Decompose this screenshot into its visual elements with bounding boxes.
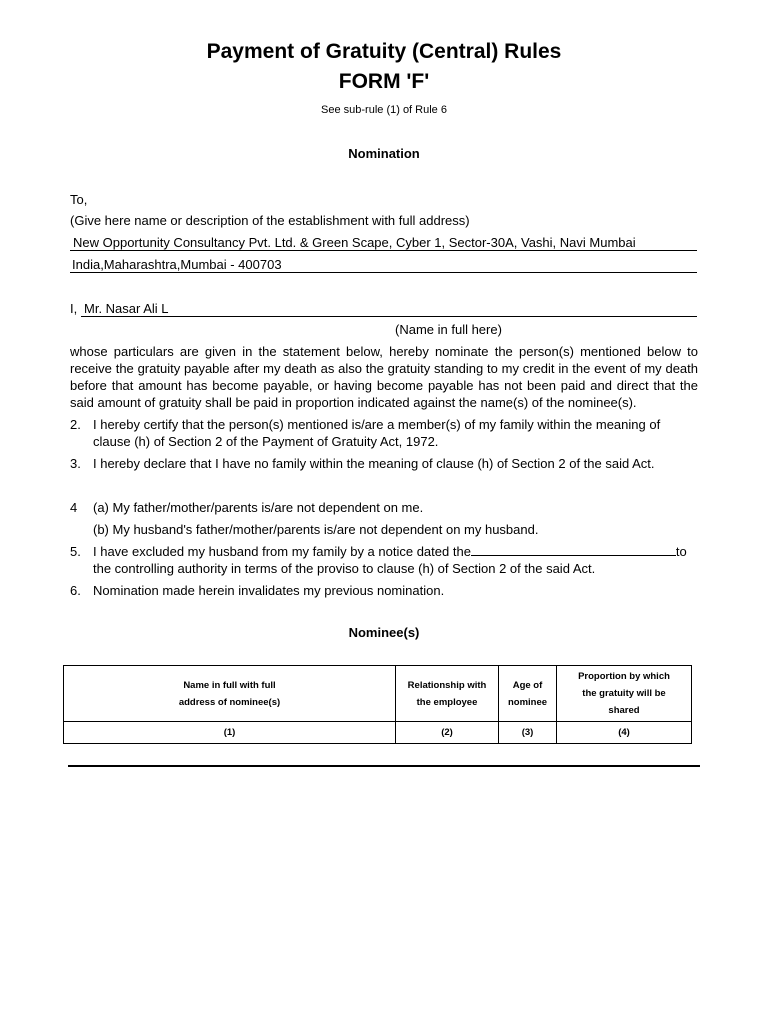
declaration-paragraph: whose particulars are given in the statement below, hereby nominate the person(s) mentioned below to receive the gratuity payable after my death as also the gratuity standing to my credit in the event of my death before that amount has become payable, or having become payable has not been paid and direct that the said amount of gratuity shall be paid in proportion indicated against the name(s) of the nominee(s). [70, 344, 698, 410]
clause-3-text: I hereby declare that I have no family within the meaning of clause (h) of Section 2 of the said Act. [93, 456, 655, 471]
clause-2-number: 2. [70, 417, 81, 432]
clause-6-text: Nomination made herein invalidates my previous nomination. [93, 583, 445, 598]
nominator-prefix: I, [70, 301, 78, 316]
header-age-line-1: Age of [512, 679, 543, 691]
form-name: FORM 'F' [338, 70, 430, 93]
clause-6-number: 6. [70, 583, 81, 598]
clause-4a-text: (a) My father/mother/parents is/are not dependent on me. [93, 500, 424, 515]
nominees-heading: Nominee(s) [348, 625, 420, 640]
header-age-line-2: nominee [507, 696, 548, 708]
header-name-address-line-2: address of nominee(s) [178, 696, 281, 708]
address-line-1 [70, 234, 697, 251]
nominator-name: Mr. Nasar Ali L [84, 301, 169, 316]
header-proportion-line-1: Proportion by which [578, 671, 670, 682]
clause-5-text-before: I have excluded my husband from my family by a notice dated the [93, 544, 471, 559]
nominator-name-field [81, 300, 697, 317]
clause-5-line-1 [93, 543, 698, 560]
clause-5-line-2: the controlling authority in terms of the proviso to clause (h) of Section 2 of the said Act. [93, 561, 596, 576]
address-line-2 [70, 256, 697, 273]
header-relationship-line-2: the employee [416, 696, 478, 708]
nominee-table-header-row [64, 666, 692, 722]
clause-5-text-after: to [675, 544, 687, 559]
to-label: To, [70, 192, 88, 207]
notice-date-field [471, 543, 676, 556]
header-relationship-line-1: Relationship with [407, 679, 487, 691]
nominee-table [63, 665, 692, 744]
header-proportion-line-2: the gratuity will be [582, 688, 666, 699]
address-instruction: (Give here name or description of the establishment with full address) [70, 213, 470, 228]
section-heading-nomination: Nomination [348, 146, 420, 161]
column-number-3: (3) [499, 722, 557, 744]
clause-3-number: 3. [70, 456, 81, 471]
header-relationship [396, 666, 499, 722]
address-line-1-text: New Opportunity Consultancy Pvt. Ltd. & Green Scape, Cyber 1, Sector-30A, Vashi, Navi Mumbai [73, 235, 636, 250]
clause-2-text: I hereby certify that the person(s) mentioned is/are a member(s) of my family within the meaning of clause (h) of Section 2 of the Payment of Gratuity Act, 1972. [93, 417, 661, 449]
column-number-2: (2) [396, 722, 499, 744]
clause-4-number: 4 [70, 500, 78, 515]
name-hint: (Name in full here) [395, 322, 502, 337]
clause-4b-text: (b) My husband's father/mother/parents is/are not dependent on my husband. [93, 522, 539, 537]
address-line-2-text: India,Maharashtra,Mumbai - 400703 [72, 257, 282, 272]
header-age [499, 666, 557, 722]
clause-5-number: 5. [70, 544, 81, 559]
header-proportion-line-3: shared [608, 705, 640, 716]
form-title: Payment of Gratuity (Central) Rules [206, 40, 562, 63]
header-name-address-line-1: Name in full with full [183, 679, 276, 691]
nominee-table-number-row [64, 722, 692, 744]
column-number-1: (1) [64, 722, 396, 744]
column-number-4: (4) [557, 722, 692, 744]
header-name-address [64, 666, 396, 722]
header-proportion [557, 666, 692, 722]
bottom-divider [68, 765, 700, 767]
subrule-note: See sub-rule (1) of Rule 6 [321, 104, 447, 116]
